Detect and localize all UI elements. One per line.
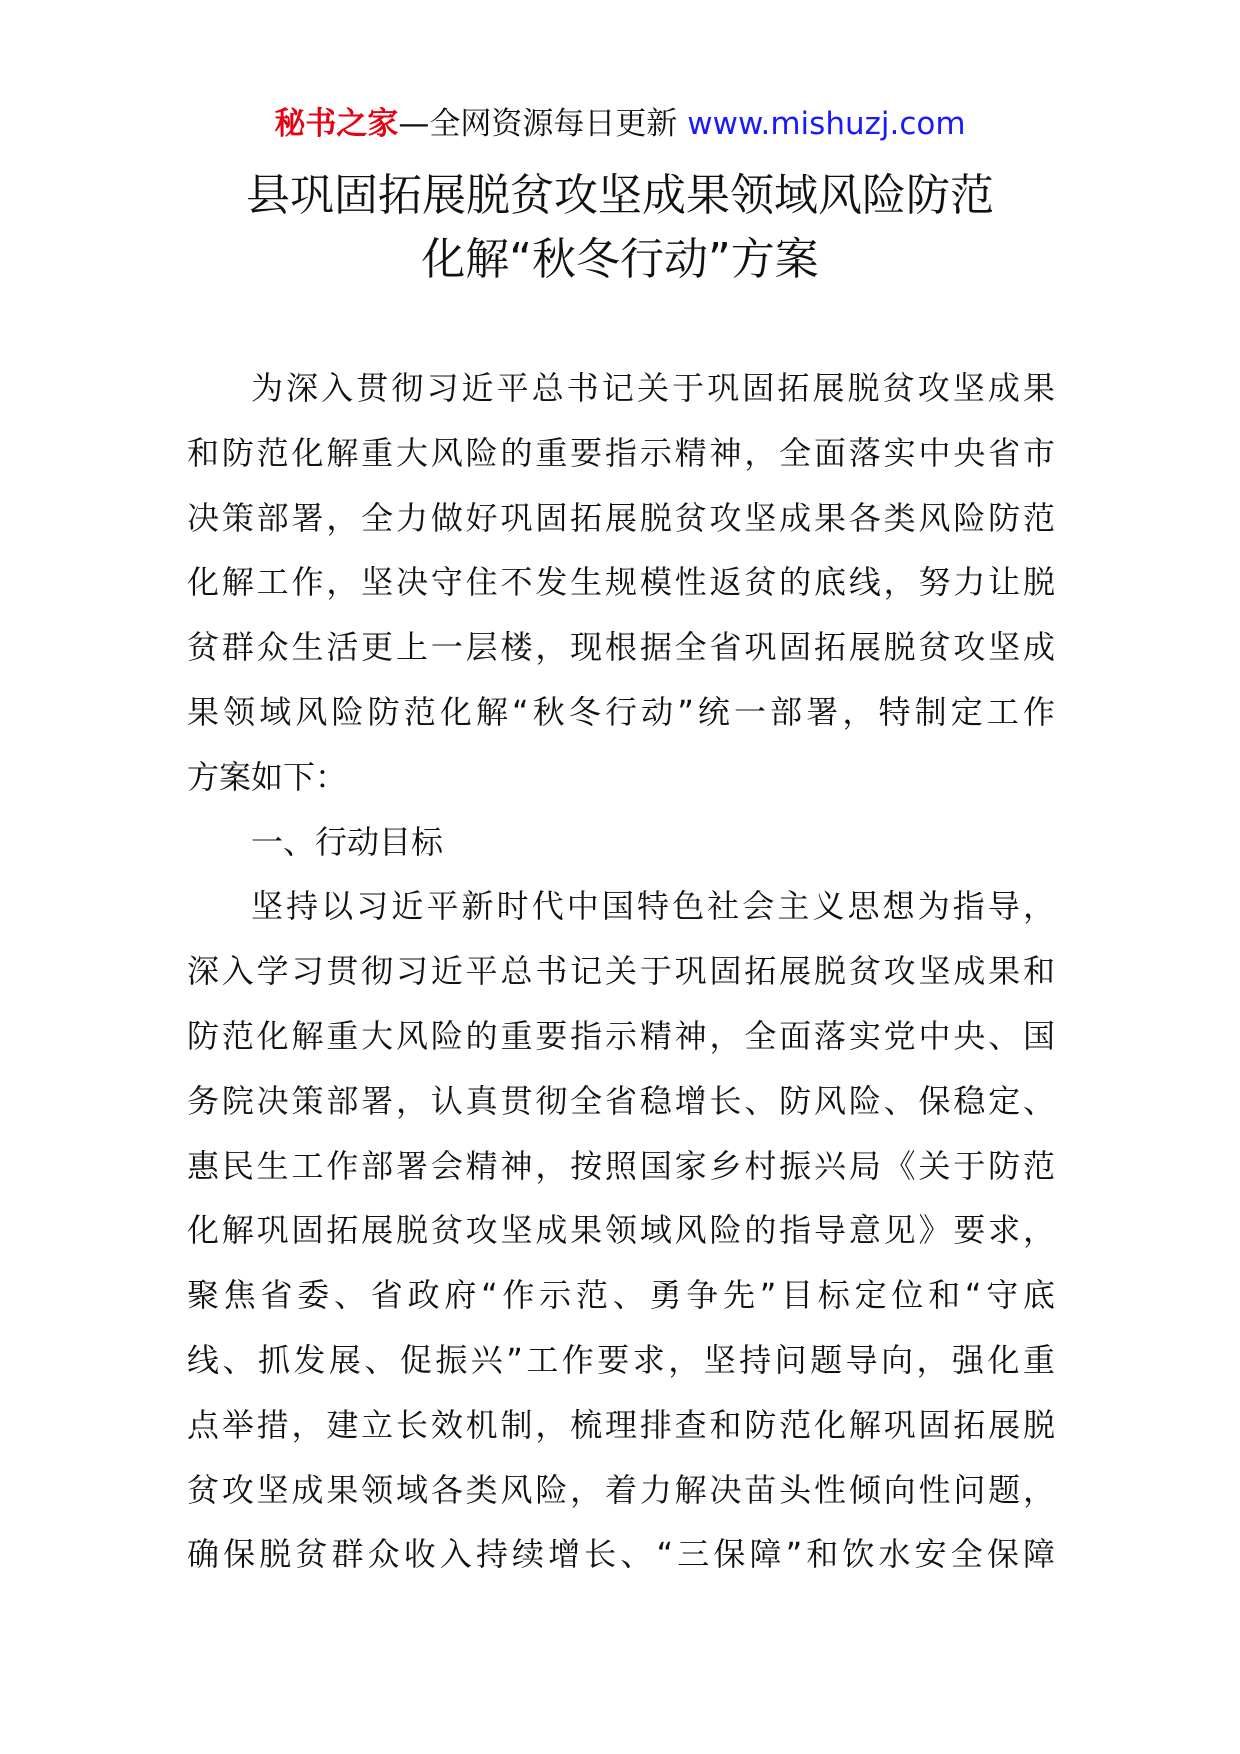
site-header <box>0 104 1240 144</box>
body-line: 点举措，建立长效机制，梳理排查和防范化解巩固拓展脱 <box>187 1405 1055 1444</box>
site-url-link[interactable]: www.mishuzj.com <box>687 106 966 142</box>
body-line: 贫攻坚成果领域各类风险，着力解决苗头性倾向性问题， <box>187 1470 1055 1509</box>
section-heading: 一、行动目标 <box>251 822 444 861</box>
body-line: 务院决策部署，认真贯彻全省稳增长、防风险、保稳定、 <box>187 1081 1055 1120</box>
site-tagline: —全网资源每日更新 <box>398 106 678 142</box>
site-brand: 秘书之家 <box>274 106 399 142</box>
body-line: 聚焦省委、省政府“作示范、勇争先”目标定位和“守底 <box>187 1276 1055 1315</box>
title-line-1: 县巩固拓展脱贫攻坚成果领域风险防范 <box>246 170 994 221</box>
body-line: 坚持以习近平新时代中国特色社会主义思想为指导， <box>251 887 1055 926</box>
body-line: 决策部署，全力做好巩固拓展脱贫攻坚成果各类风险防范 <box>187 498 1055 537</box>
body-line: 和防范化解重大风险的重要指示精神，全面落实中央省市 <box>187 433 1055 472</box>
body-line: 深入学习贯彻习近平总书记关于巩固拓展脱贫攻坚成果和 <box>187 952 1055 991</box>
body-line: 惠民生工作部署会精神，按照国家乡村振兴局《关于防范 <box>187 1146 1055 1185</box>
body-line: 为深入贯彻习近平总书记关于巩固拓展脱贫攻坚成果 <box>251 369 1055 407</box>
title-line-2: 化解“秋冬行动”方案 <box>421 234 819 285</box>
body-line: 线、抓发展、促振兴”工作要求，坚持问题导向，强化重 <box>187 1340 1055 1379</box>
body-line: 化解工作，坚决守住不发生规模性返贫的底线，努力让脱 <box>187 563 1055 602</box>
body-line: 贫群众生活更上一层楼，现根据全省巩固拓展脱贫攻坚成 <box>187 628 1055 667</box>
body-line: 确保脱贫群众收入持续增长、“三保障”和饮水安全保障 <box>187 1535 1055 1574</box>
body-line: 方案如下： <box>187 757 348 796</box>
body-line: 化解巩固拓展脱贫攻坚成果领域风险的指导意见》要求， <box>187 1211 1055 1250</box>
body-line: 果领域风险防范化解“秋冬行动”统一部署，特制定工作 <box>187 692 1055 731</box>
body-line: 防范化解重大风险的重要指示精神，全面落实党中央、国 <box>187 1016 1055 1055</box>
document-body <box>187 356 1055 1587</box>
document-title <box>0 164 1240 292</box>
